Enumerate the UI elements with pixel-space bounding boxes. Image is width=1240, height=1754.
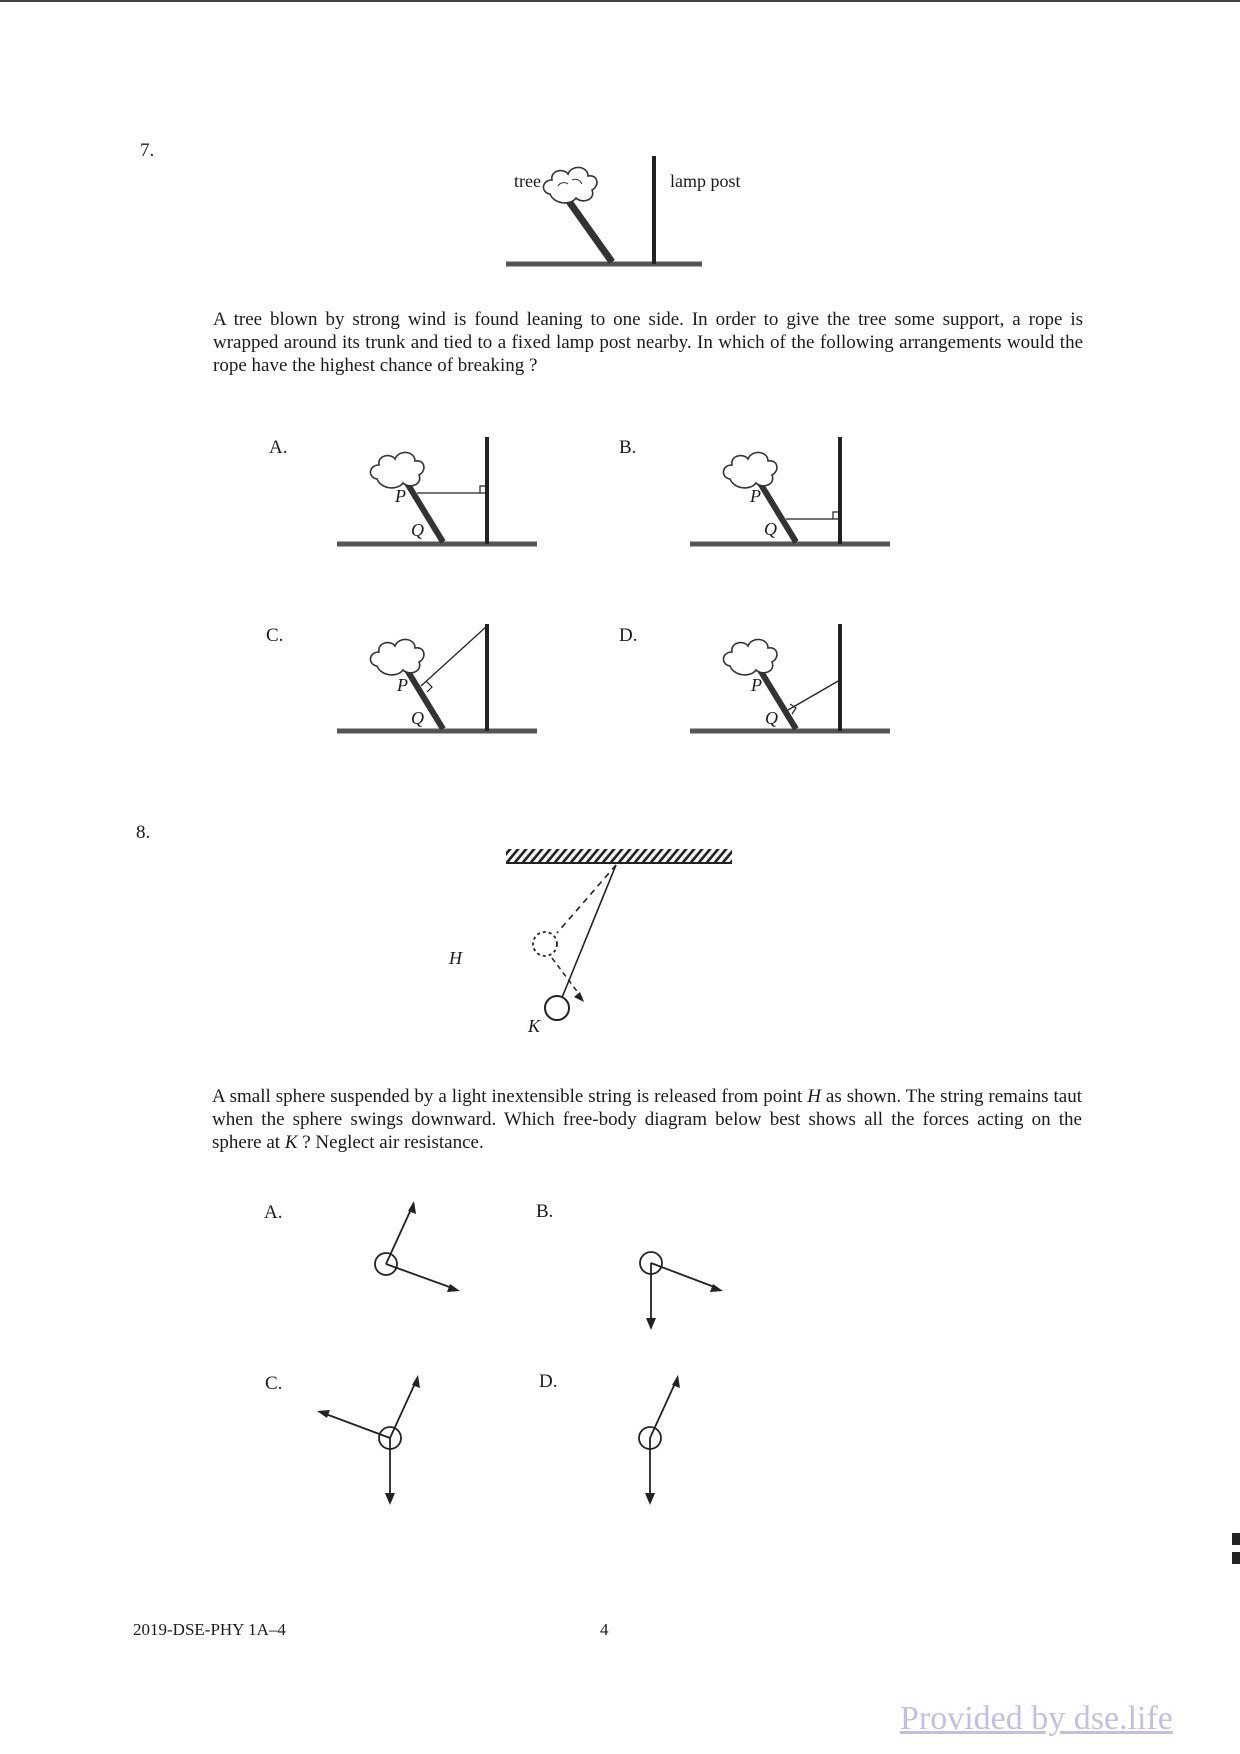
watermark[interactable]: Provided by dse.life [900, 1700, 1173, 1737]
q8-option-c-letter: C. [265, 1373, 283, 1394]
q8-option-b-diagram [625, 1238, 735, 1338]
q8-text-part-3: ? Neglect air resistance. [297, 1132, 484, 1153]
q8-label-k: K [528, 1016, 541, 1036]
lamp-post-label: lamp post [670, 171, 741, 191]
q8-option-b-letter: B. [536, 1201, 554, 1222]
q7-option-b-figure [688, 435, 898, 550]
q7-main-figure [500, 150, 720, 270]
q8-option-c-diagram [315, 1372, 435, 1508]
q7-option-d-letter: D. [619, 625, 638, 646]
q8-pendulum-figure [500, 840, 740, 1040]
scan-mark [1232, 1533, 1240, 1545]
q8-text-k: K [284, 1132, 298, 1153]
q7-option-c-figure [335, 622, 545, 737]
top-edge-line [0, 0, 1240, 2]
q7-option-a-q: Q [411, 520, 424, 540]
page-number: 4 [600, 1620, 609, 1639]
q8-option-d-letter: D. [539, 1371, 558, 1392]
q7-option-a-p: P [395, 486, 406, 506]
q7-option-a-figure [335, 435, 545, 550]
q8-option-a-diagram [360, 1195, 470, 1295]
q8-text-part-2: as shown. The string remains taut when the sphere swings downward. Which free-body diagram below best shows all the forces acting on the sphere at [212, 1086, 1082, 1153]
question-8-number: 8. [136, 822, 151, 843]
tree-label: tree [514, 171, 541, 191]
q7-option-b-p: P [750, 486, 761, 506]
question-7-text: A tree blown by strong wind is found leaning to one side. In order to give the tree some support, a rope is wrapped around its trunk and tied to a fixed lamp post nearby. In which of the following arrangements would the rope have the highest chance of breaking ? [213, 309, 1083, 376]
q7-option-d-figure [688, 622, 898, 737]
question-7-number: 7. [140, 140, 155, 161]
q8-option-d-diagram [624, 1372, 704, 1508]
q8-text-h: H [807, 1086, 821, 1107]
question-8-text [212, 1085, 1082, 1154]
q7-option-a-letter: A. [269, 437, 288, 458]
q7-option-c-p: P [397, 675, 408, 695]
q7-option-d-p: P [751, 675, 762, 695]
exam-code: 2019-DSE-PHY 1A–4 [133, 1620, 286, 1639]
q8-option-a-letter: A. [264, 1202, 283, 1223]
q7-option-c-q: Q [411, 708, 424, 728]
q7-option-d-q: Q [765, 708, 778, 728]
q8-label-h: H [449, 948, 462, 968]
q7-option-b-q: Q [764, 519, 777, 539]
q7-option-c-letter: C. [266, 625, 284, 646]
q7-option-b-letter: B. [619, 437, 637, 458]
scan-mark [1232, 1552, 1240, 1564]
q8-text-part-1: A small sphere suspended by a light inextensible string is released from point [212, 1086, 808, 1107]
